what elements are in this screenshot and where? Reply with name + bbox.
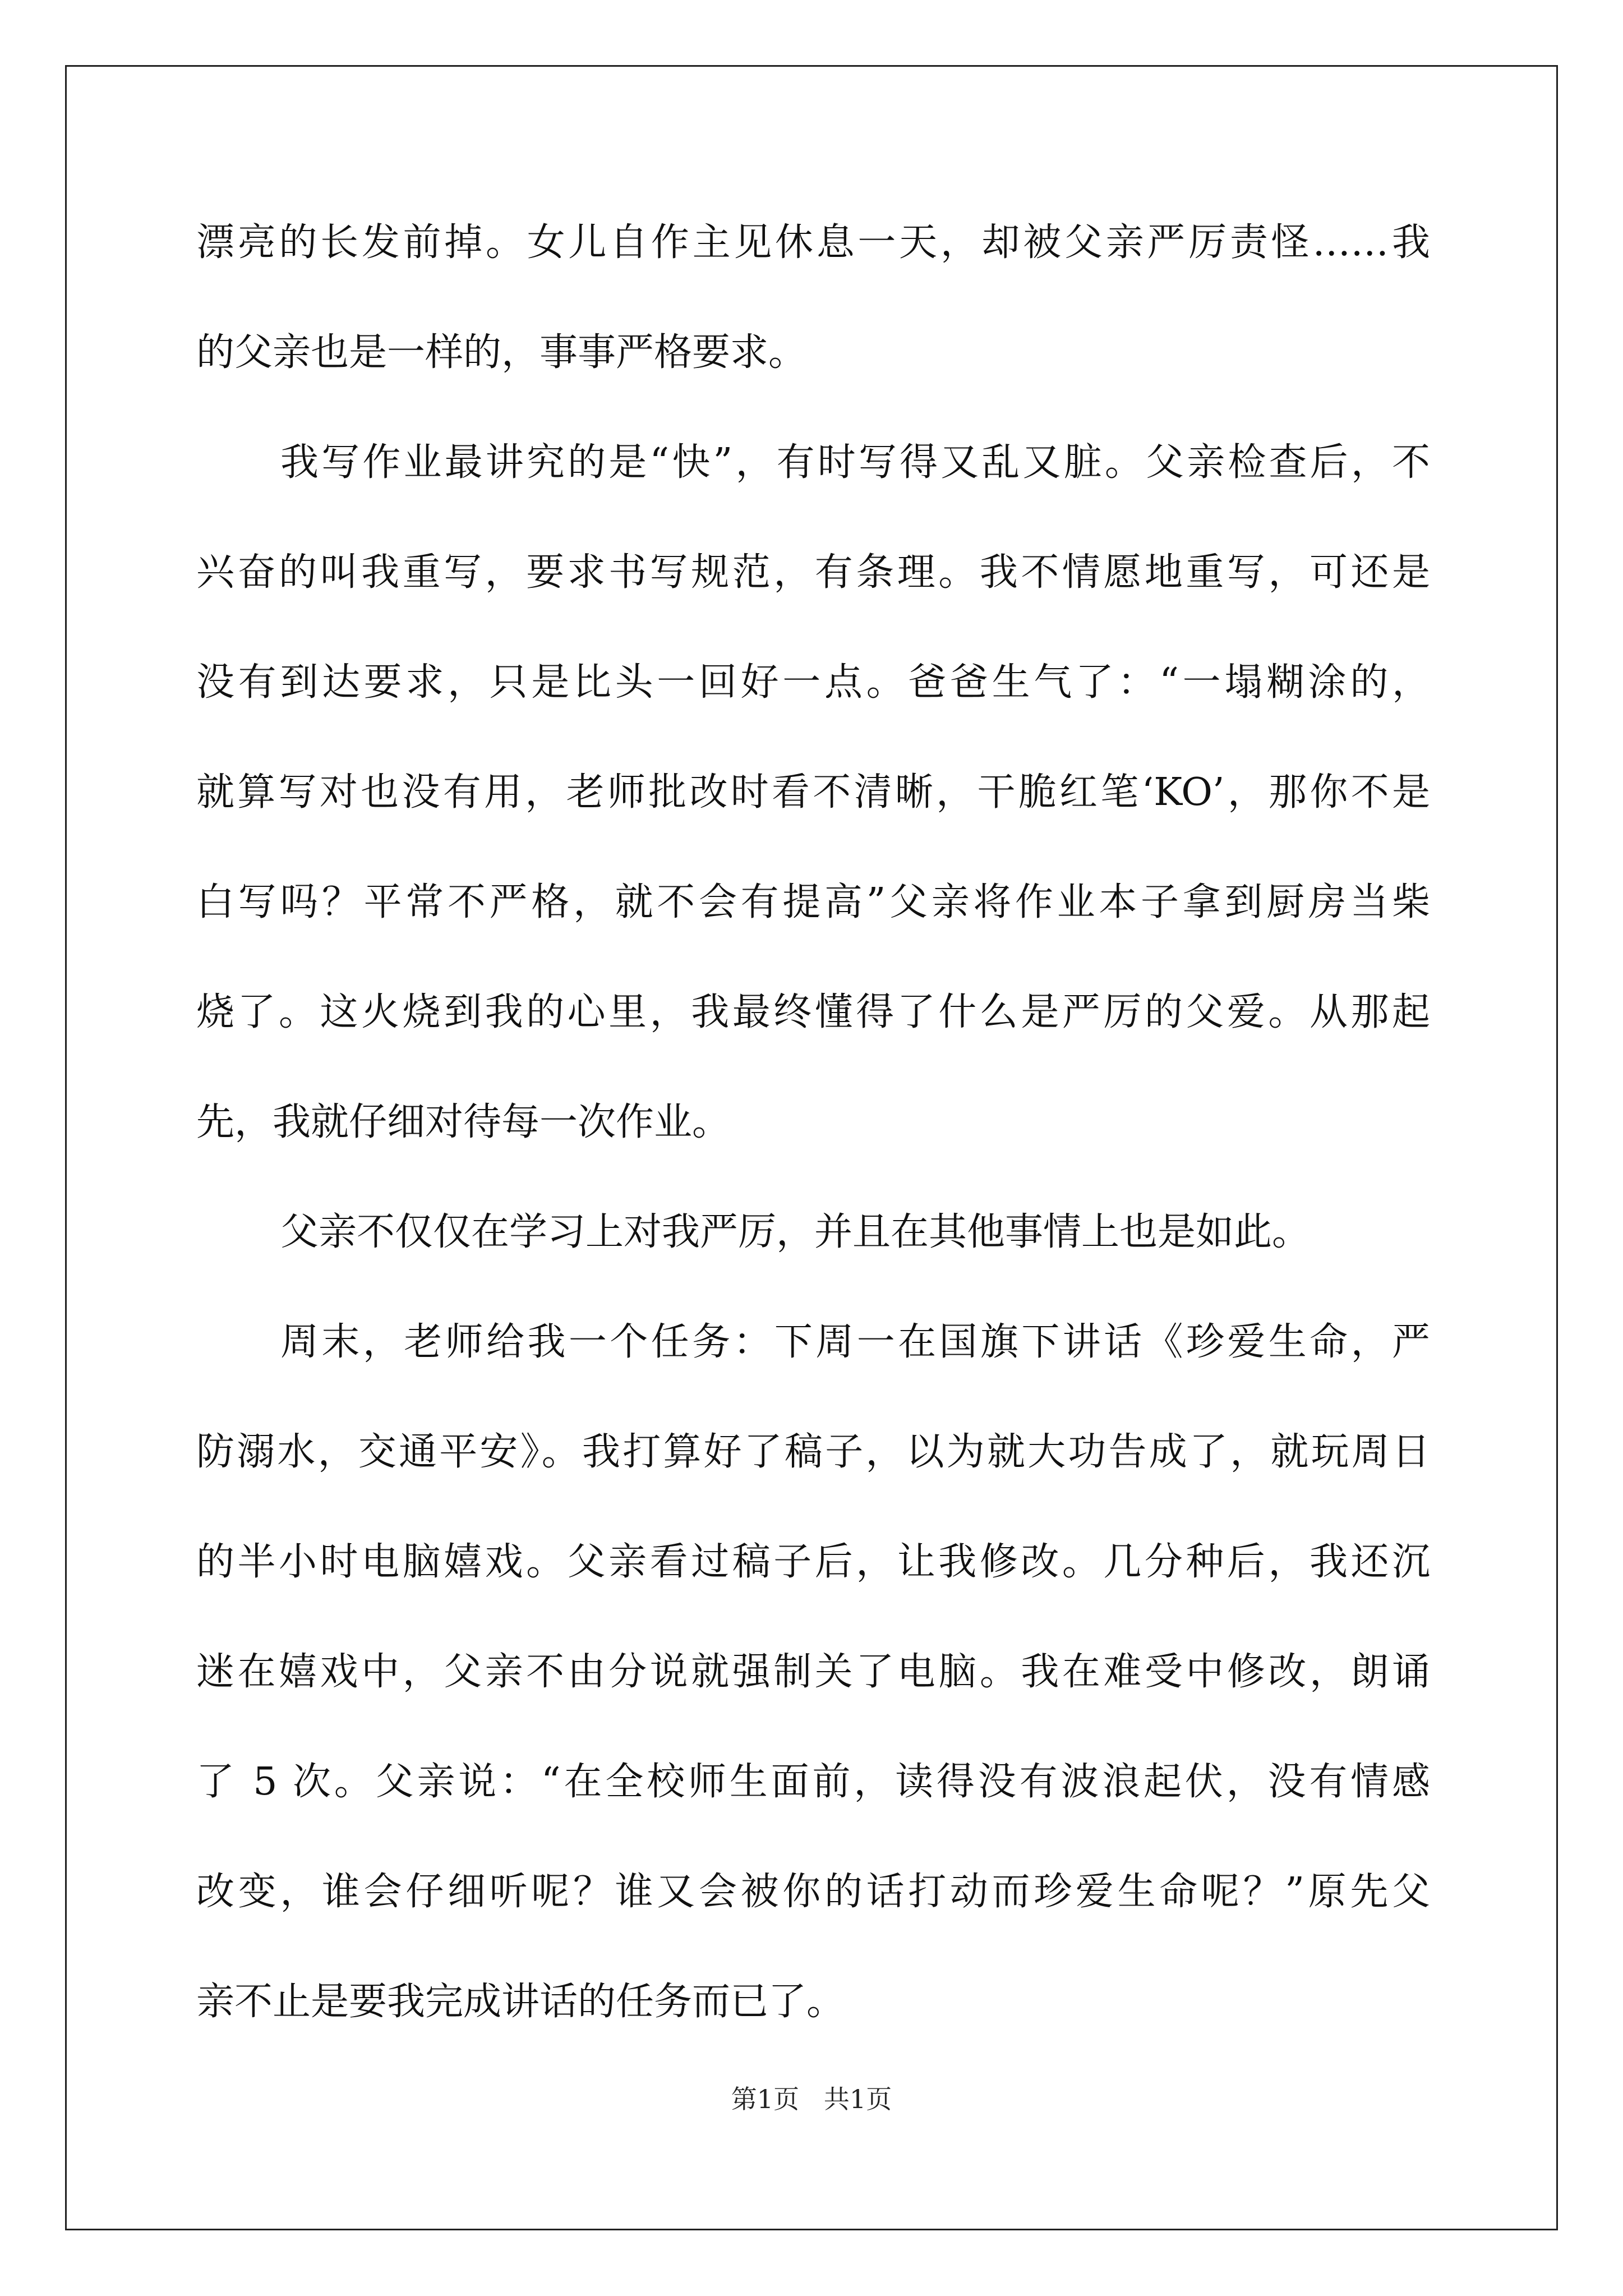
text-line: 烧了。这火烧到我的心里，我最终懂得了什么是严厉的父爱。从那起 bbox=[196, 990, 1430, 1034]
text-line: 漂亮的长发前掉。女儿自作主见休息一天，却被父亲严厉责怪……我 bbox=[196, 220, 1430, 265]
text-line: 周末，老师给我一个任务：下周一在国旗下讲话《珍爱生命，严 bbox=[280, 1320, 1430, 1364]
text-line: 的父亲也是一样的，事事严格要求。 bbox=[196, 330, 807, 375]
text-line: 父亲不仅仅在学习上对我严厉，并且在其他事情上也是如此。 bbox=[280, 1210, 1311, 1254]
text-line: 兴奋的叫我重写，要求书写规范，有条理。我不情愿地重写，可还是 bbox=[196, 550, 1430, 595]
text-line: 先，我就仔细对待每一次作业。 bbox=[196, 1100, 731, 1144]
text-line: 迷在嬉戏中，父亲不由分说就强制关了电脑。我在难受中修改，朗诵 bbox=[196, 1650, 1430, 1694]
text-line: 改变，谁会仔细听呢？谁又会被你的话打动而珍爱生命呢？”原先父 bbox=[196, 1870, 1430, 1914]
text-line: 就算写对也没有用，老师批改时看不清晰，干脆红笔‘KO’，那你不是 bbox=[196, 770, 1430, 815]
text-line: 没有到达要求，只是比头一回好一点。爸爸生气了：“一塌糊涂的， bbox=[196, 660, 1430, 705]
text-line: 亲不止是要我完成讲话的任务而已了。 bbox=[196, 1980, 845, 2024]
text-line: 防溺水，交通平安》。我打算好了稿子，以为就大功告成了，就玩周日 bbox=[196, 1430, 1430, 1474]
text-line: 的半小时电脑嬉戏。父亲看过稿子后，让我修改。几分种后，我还沉 bbox=[196, 1540, 1430, 1584]
text-line: 了 5 次。父亲说：“在全校师生面前，读得没有波浪起伏，没有情感 bbox=[196, 1760, 1430, 1804]
text-line: 我写作业最讲究的是“快”，有时写得又乱又脏。父亲检查后，不 bbox=[280, 440, 1430, 485]
page-footer: 第1页 共1页 bbox=[731, 2084, 892, 2114]
document-body bbox=[196, 188, 1430, 2057]
text-line: 白写吗？平常不严格，就不会有提高”父亲将作业本子拿到厨房当柴 bbox=[196, 880, 1430, 924]
